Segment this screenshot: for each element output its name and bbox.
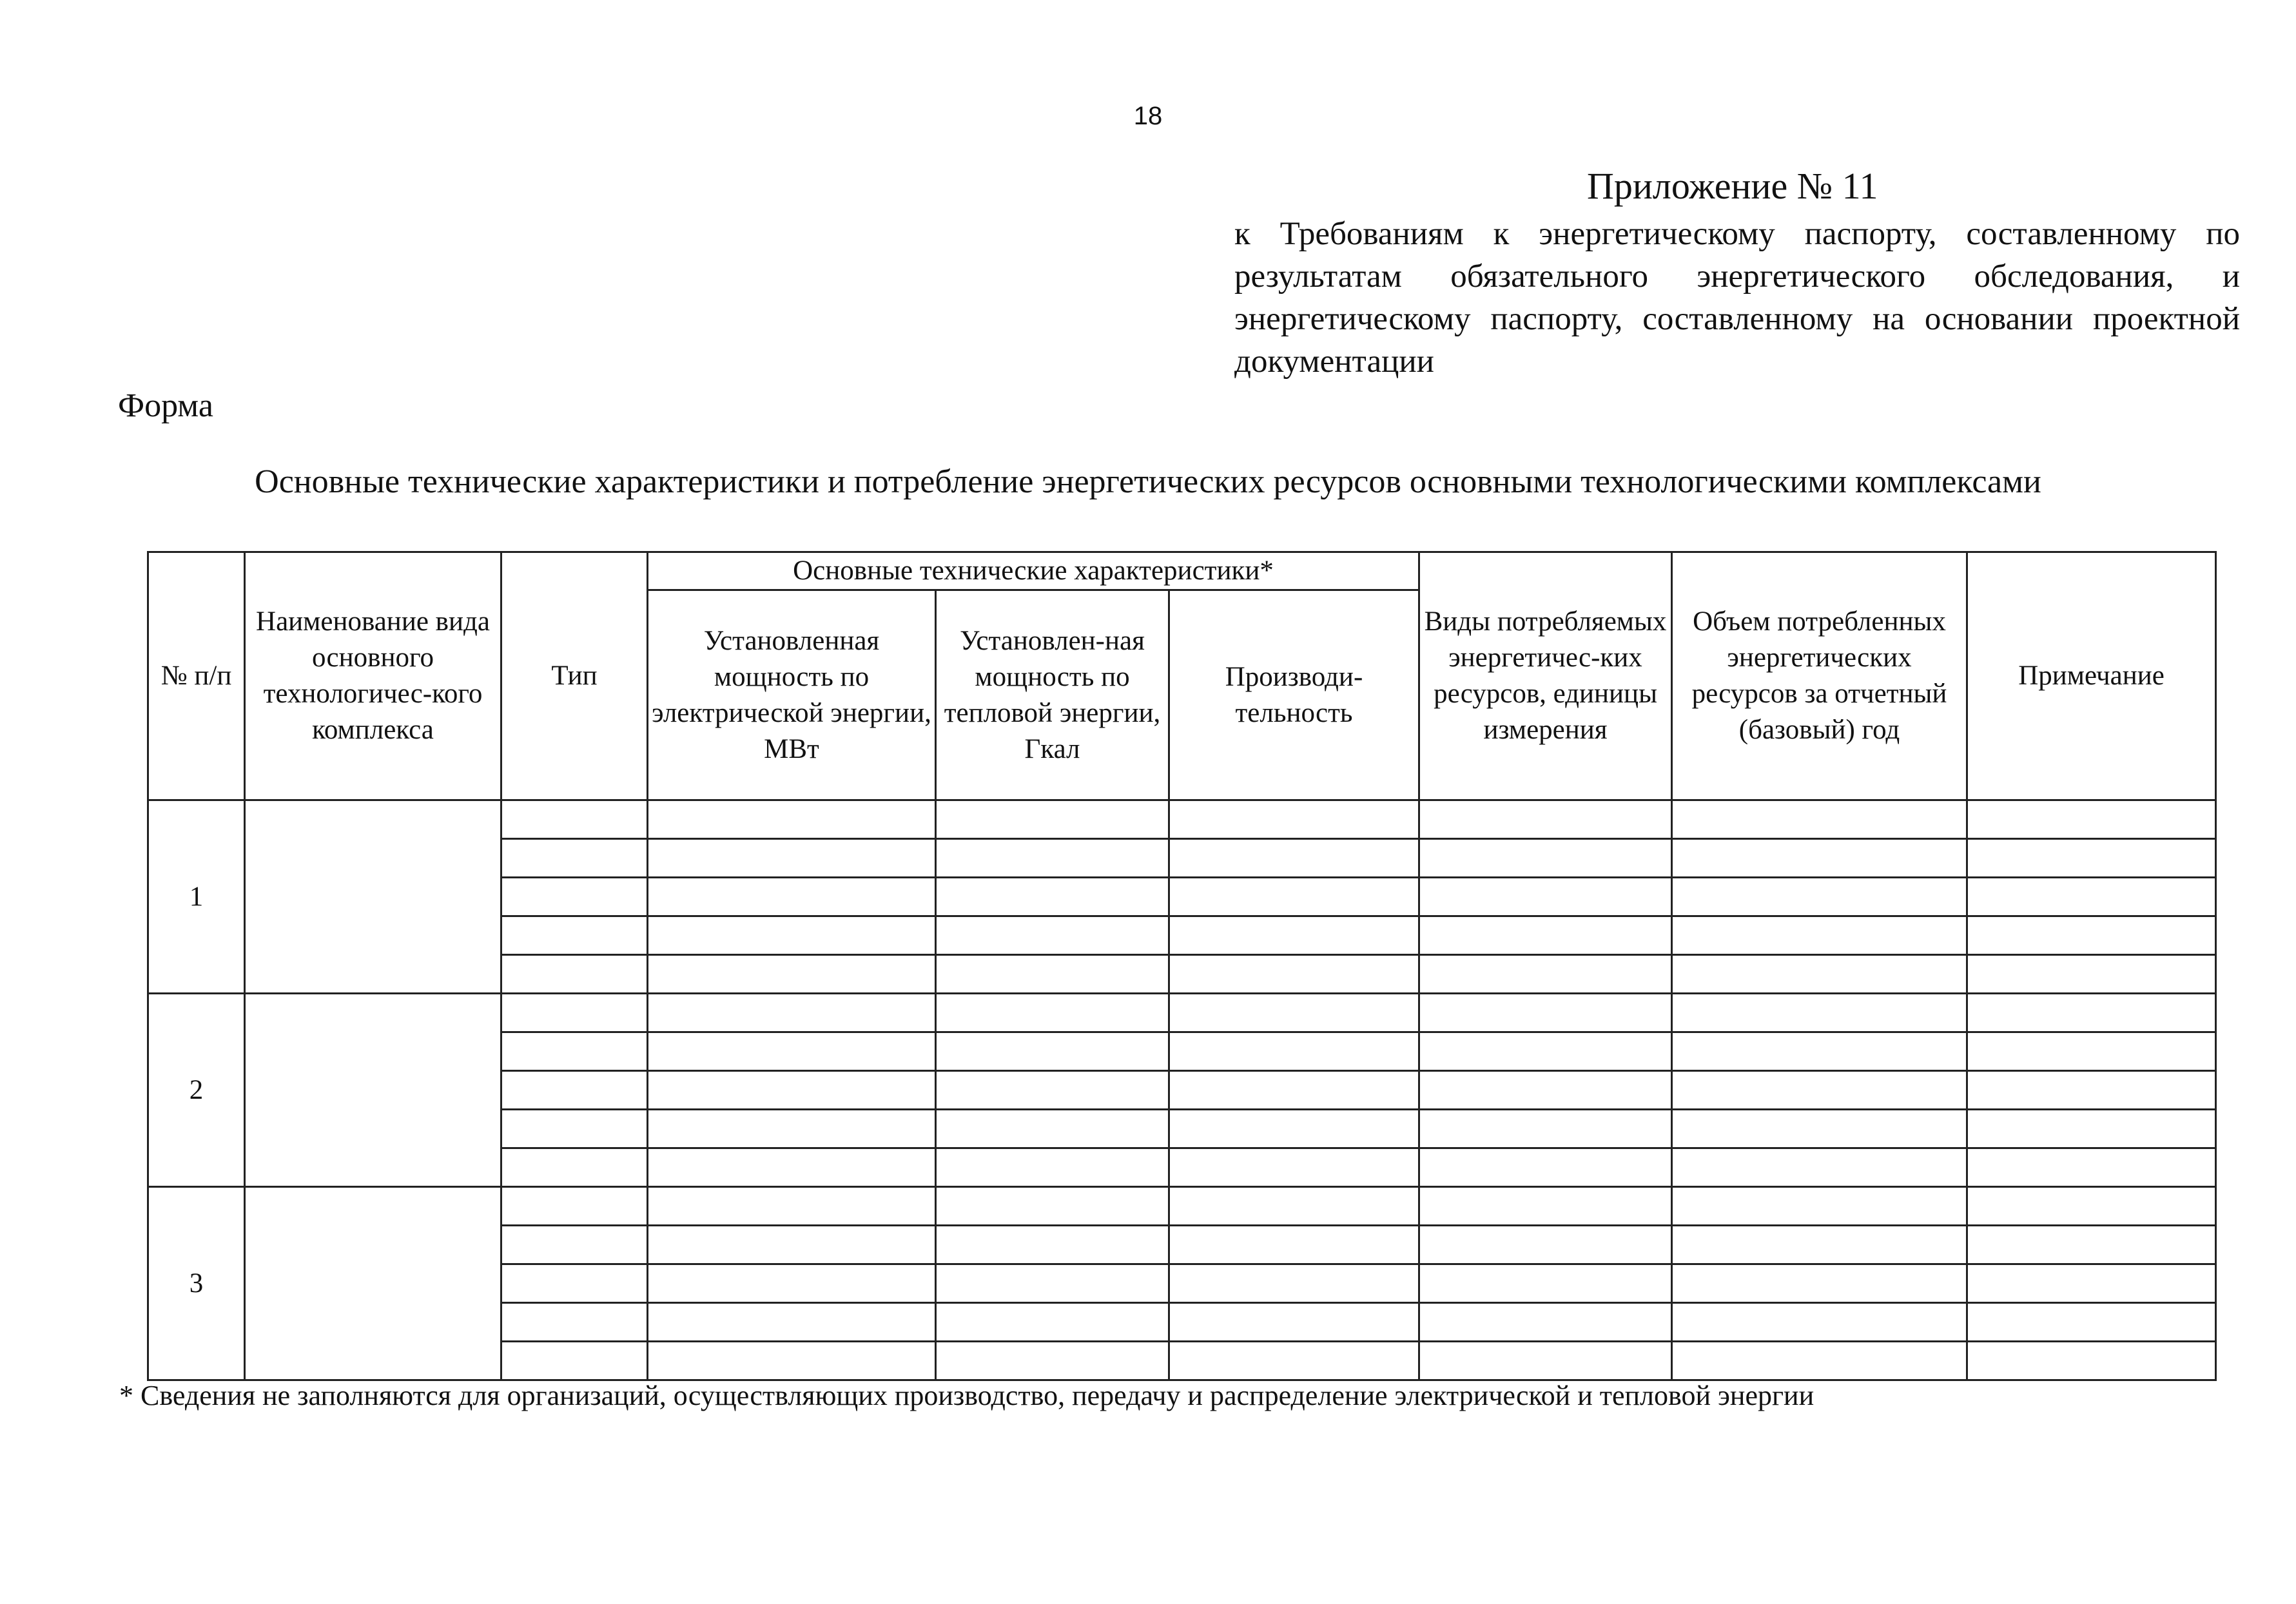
table-row xyxy=(148,994,2216,1032)
header-complex-name: Наименование вида основного технологичес-кого комплекса xyxy=(245,552,501,800)
header-main-characteristics: Основные технические характеристики* xyxy=(648,552,1419,590)
empty-cell xyxy=(936,994,1169,1032)
empty-cell xyxy=(1419,1264,1672,1303)
characteristics-table xyxy=(147,551,2217,1381)
empty-cell xyxy=(1169,1264,1419,1303)
empty-cell xyxy=(1419,878,1672,916)
empty-cell xyxy=(648,1071,936,1110)
empty-cell xyxy=(1967,1110,2216,1148)
empty-cell xyxy=(648,1303,936,1342)
empty-cell xyxy=(1419,916,1672,955)
empty-cell xyxy=(1169,1303,1419,1342)
empty-cell xyxy=(501,916,648,955)
empty-cell xyxy=(1672,1110,1967,1148)
empty-cell xyxy=(648,1110,936,1148)
empty-cell xyxy=(648,955,936,994)
empty-cell xyxy=(1672,839,1967,878)
empty-cell xyxy=(1169,916,1419,955)
empty-cell xyxy=(936,839,1169,878)
empty-cell xyxy=(1419,1303,1672,1342)
row-number: 3 xyxy=(148,1187,245,1380)
empty-cell xyxy=(648,1032,936,1071)
empty-cell xyxy=(936,1187,1169,1226)
empty-cell xyxy=(648,800,936,839)
empty-cell xyxy=(501,994,648,1032)
document-title: Основные технические характеристики и потребление энергетических ресурсов основными технологическими комплексами xyxy=(255,463,2041,500)
empty-cell xyxy=(1419,1071,1672,1110)
empty-cell xyxy=(1169,1226,1419,1264)
empty-cell xyxy=(1419,839,1672,878)
empty-cell xyxy=(501,839,648,878)
header-productivity: Производи-тельность xyxy=(1169,590,1419,800)
row-number: 1 xyxy=(148,800,245,994)
empty-cell xyxy=(1967,800,2216,839)
complex-name-cell xyxy=(245,800,501,994)
empty-cell xyxy=(648,1226,936,1264)
empty-cell xyxy=(1672,1226,1967,1264)
empty-cell xyxy=(1169,839,1419,878)
empty-cell xyxy=(1169,800,1419,839)
empty-cell xyxy=(1967,1148,2216,1187)
empty-cell xyxy=(1419,994,1672,1032)
complex-name-cell xyxy=(245,1187,501,1380)
empty-cell xyxy=(936,878,1169,916)
empty-cell xyxy=(936,800,1169,839)
empty-cell xyxy=(1169,1342,1419,1380)
empty-cell xyxy=(501,1342,648,1380)
empty-cell xyxy=(501,1303,648,1342)
appendix-text: к Требованиям к энергетическому паспорту, составленному по результатам обязательного энергетического обследования, и энергетическому паспорту, составленному на основании проектной документации xyxy=(1234,216,2240,380)
empty-cell xyxy=(1169,994,1419,1032)
empty-cell xyxy=(1672,955,1967,994)
empty-cell xyxy=(1967,1071,2216,1110)
empty-cell xyxy=(648,1342,936,1380)
header-note: Примечание xyxy=(1967,552,2216,800)
empty-cell xyxy=(1967,1264,2216,1303)
empty-cell xyxy=(936,1032,1169,1071)
empty-cell xyxy=(936,955,1169,994)
empty-cell xyxy=(1419,1342,1672,1380)
empty-cell xyxy=(1967,1226,2216,1264)
row-number: 2 xyxy=(148,994,245,1187)
empty-cell xyxy=(501,1148,648,1187)
empty-cell xyxy=(648,994,936,1032)
empty-cell xyxy=(1967,955,2216,994)
complex-name-cell xyxy=(245,994,501,1187)
empty-cell xyxy=(648,839,936,878)
empty-cell xyxy=(1672,878,1967,916)
empty-cell xyxy=(1169,1071,1419,1110)
empty-cell xyxy=(501,1226,648,1264)
empty-cell xyxy=(1169,955,1419,994)
empty-cell xyxy=(501,1071,648,1110)
empty-cell xyxy=(1967,1187,2216,1226)
header-resource-types: Виды потребляемых энергетичес-ких ресурсов, единицы измерения xyxy=(1419,552,1672,800)
empty-cell xyxy=(1419,955,1672,994)
empty-cell xyxy=(648,1187,936,1226)
table-row xyxy=(148,1187,2216,1226)
empty-cell xyxy=(1419,1226,1672,1264)
empty-cell xyxy=(1672,800,1967,839)
empty-cell xyxy=(936,1226,1169,1264)
empty-cell xyxy=(1419,1110,1672,1148)
header-resource-volume: Объем потребленных энергетических ресурсов за отчетный (базовый) год xyxy=(1672,552,1967,800)
empty-cell xyxy=(936,1110,1169,1148)
empty-cell xyxy=(1672,1303,1967,1342)
empty-cell xyxy=(501,1264,648,1303)
empty-cell xyxy=(936,1148,1169,1187)
empty-cell xyxy=(501,1032,648,1071)
empty-cell xyxy=(1169,1187,1419,1226)
empty-cell xyxy=(936,1342,1169,1380)
empty-cell xyxy=(1672,916,1967,955)
empty-cell xyxy=(1967,994,2216,1032)
empty-cell xyxy=(936,1303,1169,1342)
empty-cell xyxy=(1672,994,1967,1032)
empty-cell xyxy=(936,1264,1169,1303)
empty-cell xyxy=(1672,1264,1967,1303)
empty-cell xyxy=(648,878,936,916)
empty-cell xyxy=(1672,1148,1967,1187)
empty-cell xyxy=(1967,839,2216,878)
empty-cell xyxy=(1169,1148,1419,1187)
empty-cell xyxy=(1419,1187,1672,1226)
empty-cell xyxy=(1967,916,2216,955)
empty-cell xyxy=(648,1148,936,1187)
page-number: 18 xyxy=(1133,102,1163,130)
empty-cell xyxy=(1967,1032,2216,1071)
empty-cell xyxy=(1419,1032,1672,1071)
empty-cell xyxy=(1419,1148,1672,1187)
empty-cell xyxy=(936,916,1169,955)
appendix-title: Приложение № 11 xyxy=(1587,165,1878,207)
empty-cell xyxy=(501,955,648,994)
empty-cell xyxy=(1967,1303,2216,1342)
table-row xyxy=(148,800,2216,839)
empty-cell xyxy=(1169,1032,1419,1071)
empty-cell xyxy=(1672,1187,1967,1226)
empty-cell xyxy=(501,1187,648,1226)
header-number: № п/п xyxy=(148,552,245,800)
empty-cell xyxy=(1169,1110,1419,1148)
empty-cell xyxy=(648,1264,936,1303)
empty-cell xyxy=(1672,1342,1967,1380)
empty-cell xyxy=(1672,1032,1967,1071)
footnote: * Сведения не заполняются для организаций, осуществляющих производство, передачу и распределение электрической и тепловой энергии xyxy=(119,1380,1814,1411)
form-label: Форма xyxy=(118,387,213,424)
header-type: Тип xyxy=(501,552,648,800)
empty-cell xyxy=(1419,800,1672,839)
empty-cell xyxy=(1169,878,1419,916)
empty-cell xyxy=(501,800,648,839)
empty-cell xyxy=(1672,1071,1967,1110)
header-electric-power: Установленная мощность по электрической энергии, МВт xyxy=(648,590,936,800)
empty-cell xyxy=(648,916,936,955)
empty-cell xyxy=(1967,1342,2216,1380)
empty-cell xyxy=(1967,878,2216,916)
empty-cell xyxy=(936,1071,1169,1110)
empty-cell xyxy=(501,878,648,916)
header-thermal-power: Установлен-ная мощность по тепловой энергии, Гкал xyxy=(936,590,1169,800)
empty-cell xyxy=(501,1110,648,1148)
